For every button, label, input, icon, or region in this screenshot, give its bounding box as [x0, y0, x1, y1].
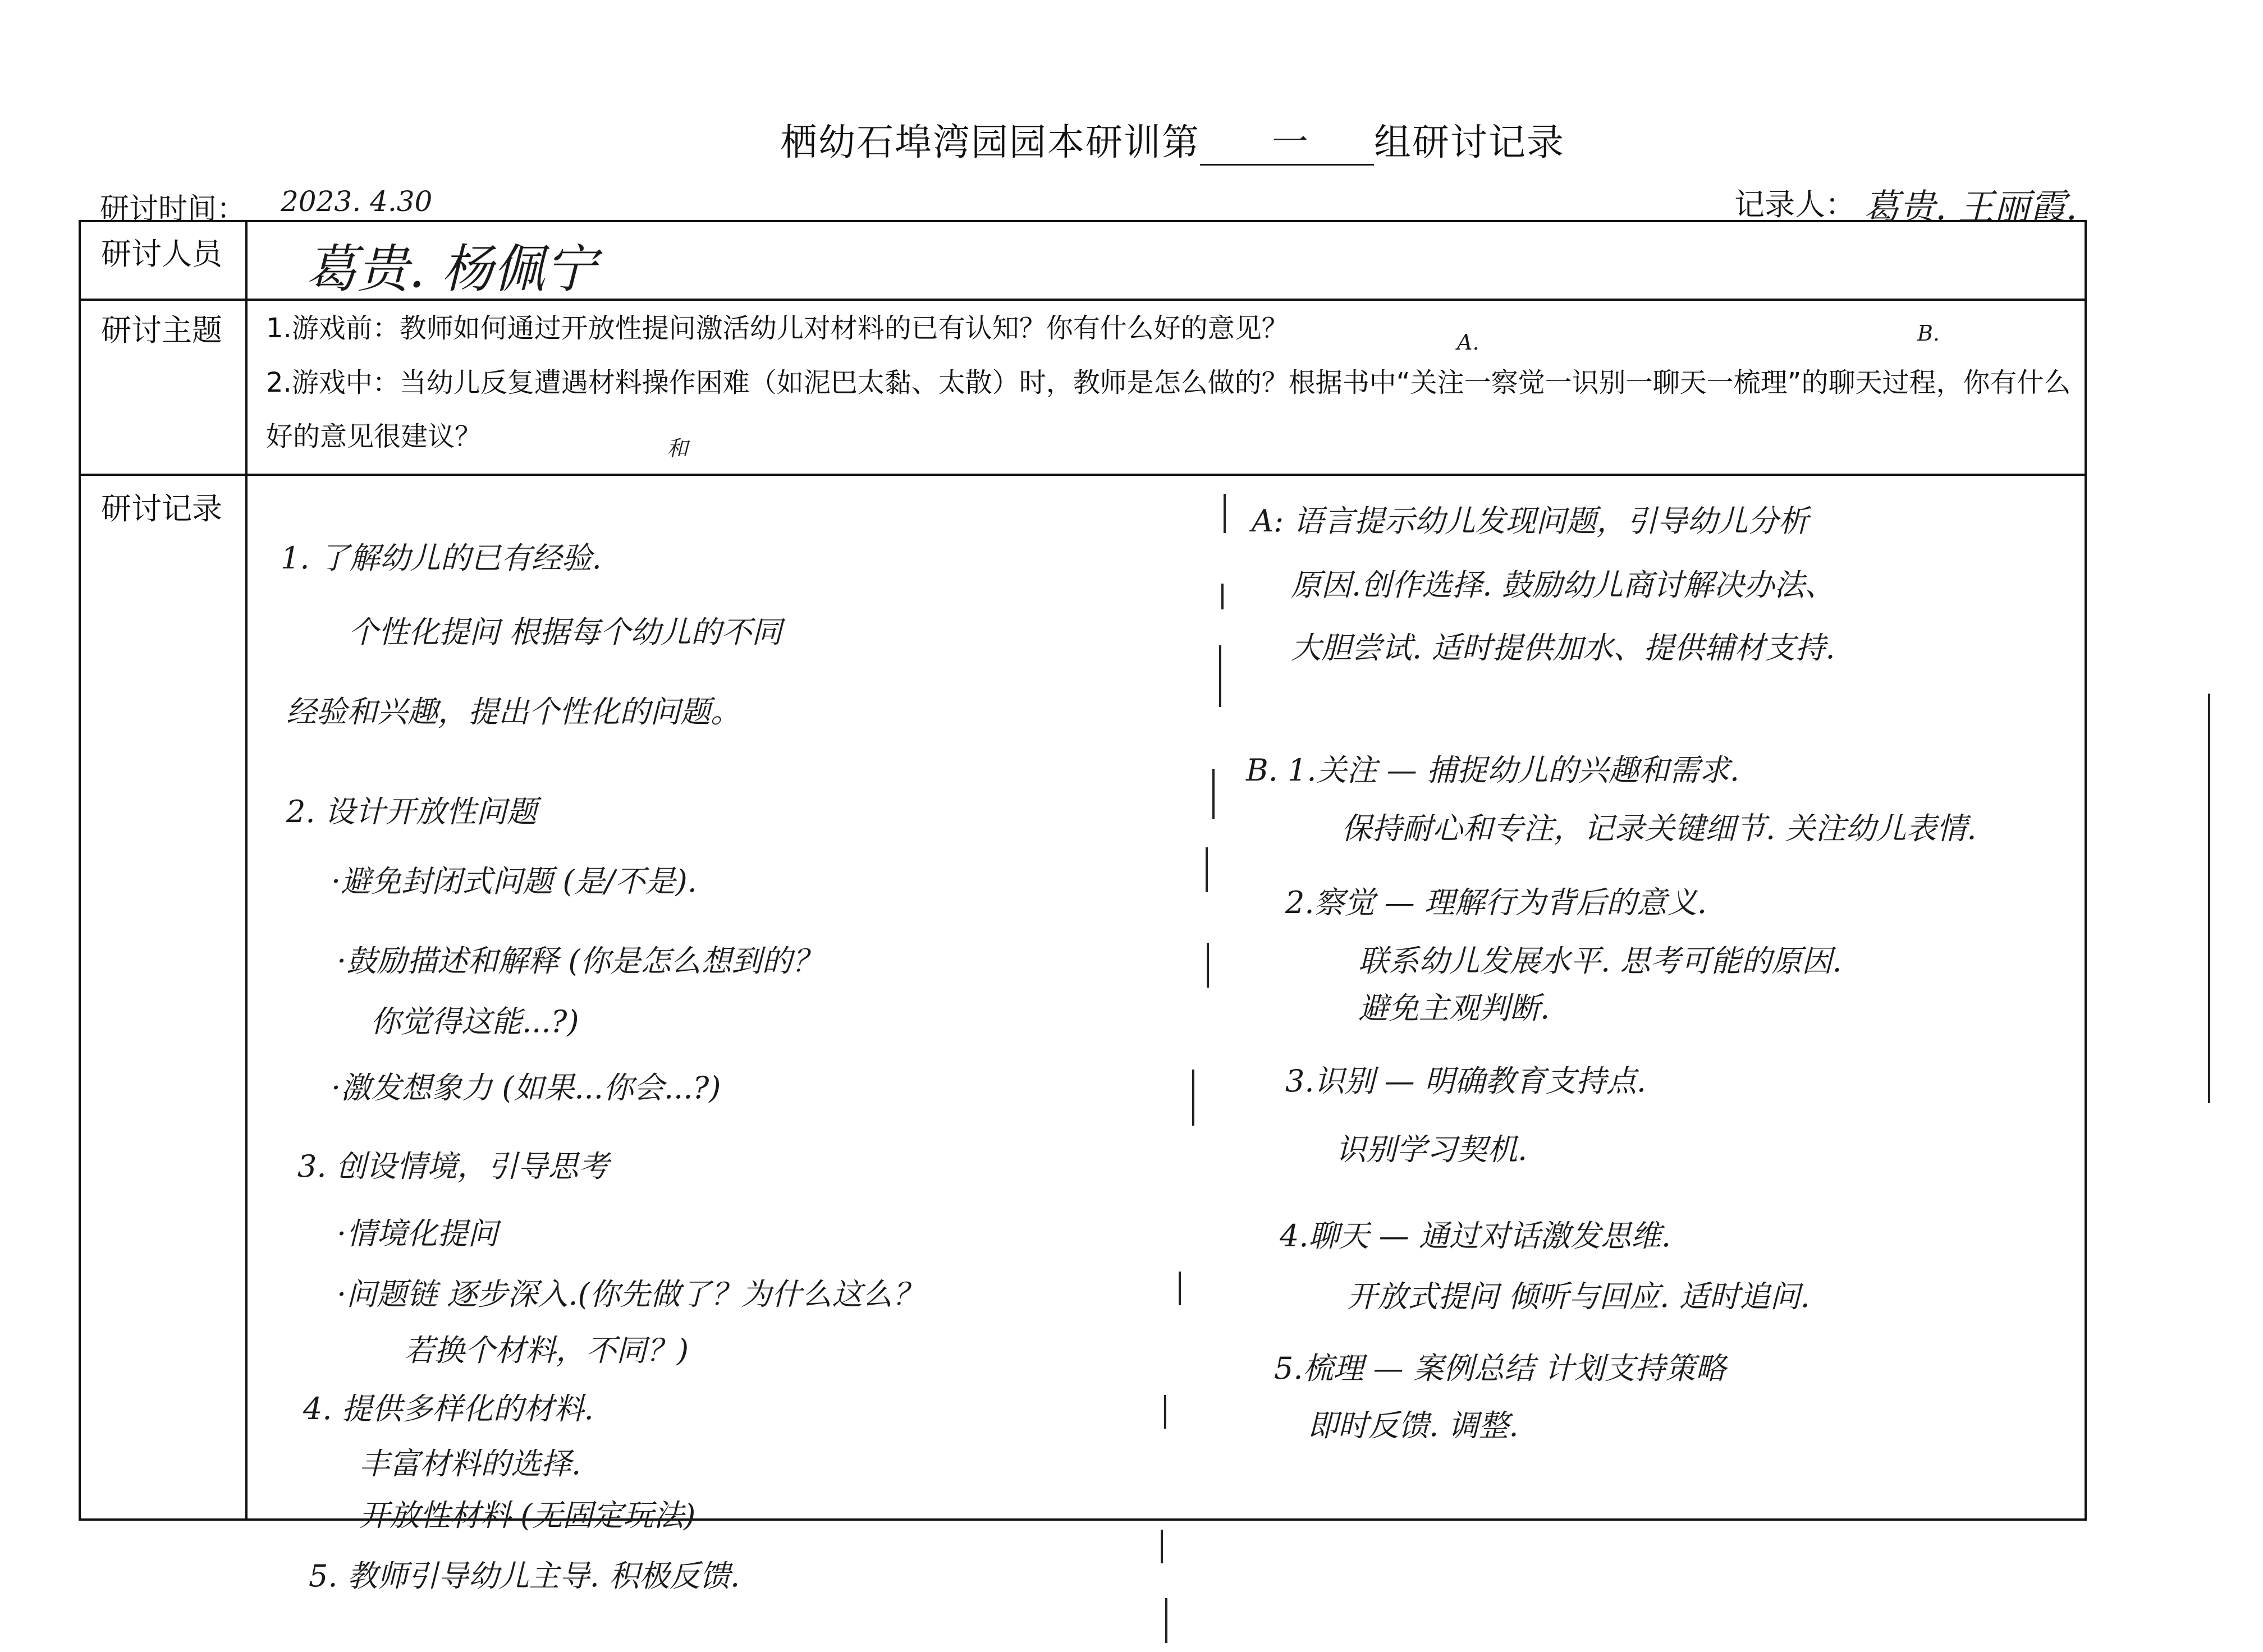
pen-stroke — [1219, 645, 1221, 707]
note-line: 大胆尝试. 适时提供加水、提供辅材支持. — [1291, 630, 1835, 666]
note-line: ·避免封闭式问题 (是/不是). — [331, 864, 697, 899]
topic-label: 研讨主题 — [101, 313, 222, 348]
page-title — [780, 112, 1565, 166]
note-line: 联系幼儿发展水平. 思考可能的原因. — [1358, 943, 1842, 979]
pen-stroke — [1206, 847, 1208, 892]
note-line: ·情境化提问 — [337, 1216, 498, 1251]
pen-stroke — [1224, 494, 1226, 533]
time-label: 研讨时间： — [100, 192, 246, 226]
people-value: 葛贵. 杨佩宁 — [305, 239, 597, 299]
form-row-divider — [81, 474, 2085, 476]
note-line: 4. 提供多样化的材料. — [303, 1391, 594, 1426]
pen-stroke — [1165, 1598, 1167, 1643]
topic-note-a: A. — [1457, 330, 1479, 355]
note-line: 5. 教师引导幼儿主导. 积极反馈. — [309, 1558, 740, 1594]
note-line: 3. 创设情境，引导思考 — [297, 1149, 609, 1184]
pen-stroke — [1179, 1272, 1181, 1305]
pen-stroke — [1192, 1070, 1194, 1126]
pen-stroke — [1164, 1395, 1166, 1429]
topic-1: 1.游戏前：教师如何通过开放性提问激活幼儿对材料的已有认知？你有什么好的意见？ — [266, 313, 1289, 344]
note-line: ·问题链 逐步深入.(你先做了？为什么这么？ — [337, 1277, 923, 1312]
topic-2: 2.游戏中：当幼儿反复遭遇材料操作困难（如泥巴太黏、太散）时，教师是怎么做的？根据书中“关注一察觉一识别一聊天一梳理”的聊天过程，你有什么好的意见很建议？ — [266, 367, 2071, 452]
title-prefix: 栖幼石埠湾园园本研训第 — [780, 121, 1200, 164]
form-column-divider — [245, 222, 248, 1518]
note-line: 2.察觉 — 理解行为背后的意义. — [1285, 885, 1707, 920]
note-line: 开放性材料 (无固定玩法) — [359, 1498, 696, 1533]
note-line: 若换个材料，不同？) — [404, 1333, 689, 1368]
note-line: 保持耐心和专注，记录关键细节. 关注幼儿表情. — [1341, 811, 1977, 846]
title-suffix: 组研讨记录 — [1374, 121, 1565, 164]
pen-stroke — [1221, 584, 1224, 609]
note-line: 丰富材料的选择. — [359, 1446, 581, 1481]
pen-stroke — [1161, 1530, 1163, 1563]
note-line: 5.梳理 — 案例总结 计划支持策略 — [1274, 1351, 1726, 1386]
time-value: 2023. 4.30 — [281, 185, 433, 218]
title-group-value: 一 — [1268, 122, 1305, 163]
note-line: 避免主观判断. — [1358, 990, 1550, 1026]
note-line: 即时反馈. 调整. — [1308, 1408, 1519, 1443]
note-line: B. 1.关注 — 捕捉幼儿的兴趣和需求. — [1246, 752, 1740, 788]
topic-note-zhi: 和 — [667, 436, 689, 461]
pen-stroke — [2208, 694, 2210, 1103]
topic-note-b: B. — [1917, 321, 1940, 346]
note-line: ·鼓励描述和解释 (你是怎么想到的？ — [337, 943, 823, 979]
note-line: 4.聊天 — 通过对话激发思维. — [1280, 1218, 1671, 1254]
record-label: 研讨记录 — [101, 491, 222, 526]
people-label: 研讨人员 — [101, 236, 222, 272]
note-line: 识别学习契机. — [1336, 1132, 1528, 1167]
note-line: 开放式提问 倾听与回应. 适时追问. — [1347, 1279, 1810, 1314]
pen-stroke — [1212, 769, 1215, 819]
note-line: 3.识别 — 明确教育支持点. — [1285, 1063, 1647, 1099]
note-line: ·激发想象力 (如果...你会...?) — [331, 1070, 721, 1105]
note-line: 你觉得这能...?) — [370, 1004, 579, 1039]
pen-stroke — [1207, 943, 1209, 988]
recorder-value: 葛贵. 王丽霞. — [1863, 187, 2078, 228]
note-line: 经验和兴趣，提出个性化的问题。 — [286, 694, 741, 729]
note-line: 1. 了解幼儿的已有经验. — [281, 540, 602, 576]
note-line: 个性化提问 根据每个幼儿的不同 — [348, 614, 782, 650]
recorder-label: 记录人： — [1734, 187, 1856, 222]
note-line: 原因.创作选择. 鼓励幼儿商讨解决办法、 — [1291, 567, 1835, 603]
title-group-blank — [1200, 122, 1374, 166]
note-line: 2. 设计开放性问题 — [286, 794, 537, 829]
note-line: A: 语言提示幼儿发现问题，引导幼儿分析 — [1252, 503, 1809, 539]
